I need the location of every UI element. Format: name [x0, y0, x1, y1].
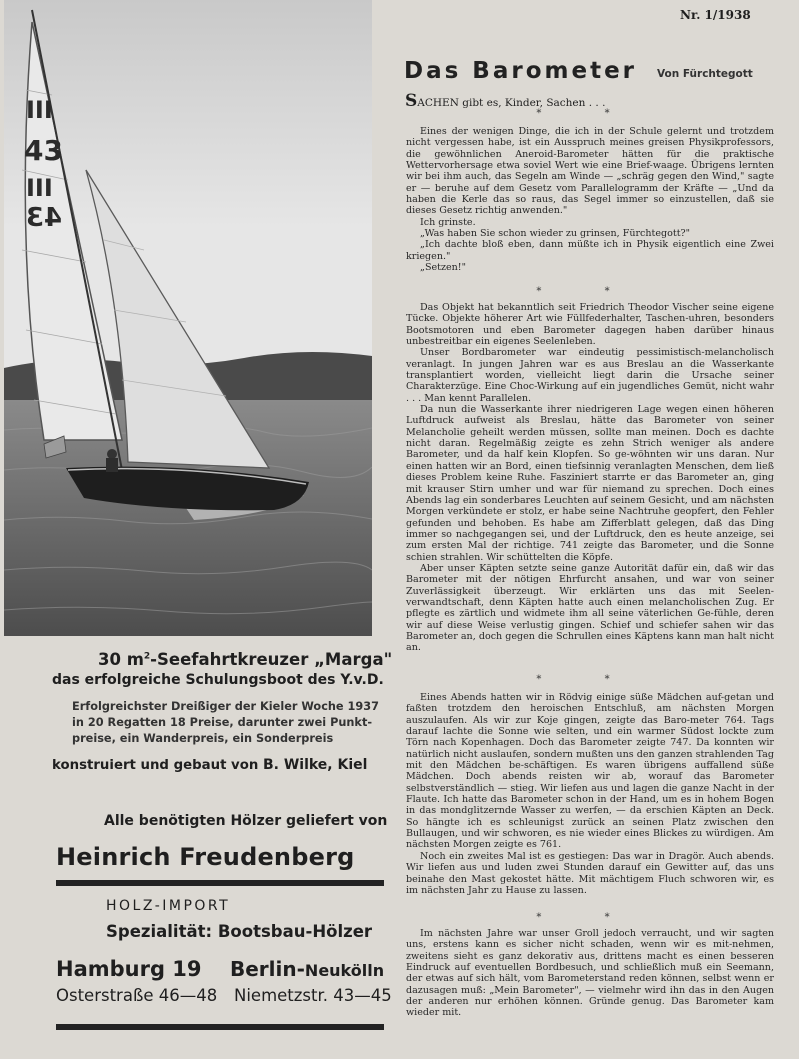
success-line-1: Erfolgreichster Dreißiger der Kieler Woche 1937	[72, 700, 379, 713]
article-title: Das Barometer	[404, 58, 638, 84]
address-hamburg: Osterstraße 46—48	[56, 986, 218, 1005]
boat-subtitle: das erfolgreiche Schulungsboot des Y.v.D.	[52, 672, 384, 688]
boat-name: -Seefahrtkreuzer „Marga"	[150, 650, 393, 669]
city-berlin-district: Neukölln	[304, 961, 385, 980]
rule-bottom	[56, 1024, 384, 1030]
article-section-2	[406, 302, 774, 654]
article-section-1	[406, 126, 774, 273]
rule-top	[56, 880, 384, 886]
article-section-4	[406, 928, 774, 1019]
paragraph: Aber unser Käpten setzte seine ganze Autorität dafür ein, daß wir das Barometer mit der nötigen Ehrfurcht ansahen, und war von seiner Zuverlässigkeit überzeugt. Wir erklärten uns das mit Seelen-verwandtschaft, denn Käpten hatte auch einen melancholischen Zug. Er pflegte es zärtlich und widmete ihm all seine väterlichen Ge-fühle, deren wir auf diese Weise verlustig gingen. Schief und schiefer sahen wir das Barometer an, doch gegen die Schrullen eines Käptens kann man halt nicht an.	[406, 562, 774, 654]
paragraph: „Ich dachte bloß eben, dann müßte ich in Physik eigentlich eine Zwei kriegen."	[406, 239, 774, 262]
builder-line	[52, 757, 367, 773]
sailboat-illustration	[4, 0, 372, 636]
sailboat-photo	[4, 0, 372, 636]
paragraph: Das Objekt hat bekanntlich seit Friedrich Theodor Vischer seine eigene Tücke. Objekte höherer Art wie Füllfederhalter, Taschen-uhren, besonders Bootsmotoren und eben Barometer dagegen haben darüber hinaus unbestreitbar ein eigenes Seelenleben.	[406, 302, 774, 348]
success-line-3: preise, ein Wanderpreis, ein Sonderpreis	[72, 732, 334, 745]
section-divider-1: * *	[536, 108, 640, 119]
holz-import: HOLZ-IMPORT	[106, 898, 231, 914]
company-name: Heinrich Freudenberg	[56, 843, 355, 871]
paragraph: Noch ein zweites Mal ist es gestiegen: Das war in Dragör. Auch abends. Wir liefen aus und luden zwei Stunden darauf ein Gewitter auf, das uns beinahe den Mast gekostet hätte. Mit mächtigem Fluch schworen wir, es im nächsten Jahr zu Hause zu lassen.	[406, 850, 774, 896]
paragraph: Ich grinste.	[420, 216, 476, 228]
section-divider-4: * *	[536, 912, 640, 923]
opening-text: ACHEN gibt es, Kinder, Sachen . . .	[417, 97, 606, 109]
city-hamburg: Hamburg 19	[56, 957, 202, 981]
sail-number-3: III	[26, 174, 53, 202]
paragraph: Unser Bordbarometer war eindeutig pessimistisch-melancholisch veranlagt. In jungen Jahren war es aus Breslau an die Wasserkante transplantiert worden, vielleicht liegt darin die Ursache seiner Charakterzüge. Eine Choc-Wirkung auf ein jugendliches Gemüt, nicht wahr . . . Man kennt Parallelen.	[406, 347, 774, 404]
city-berlin	[230, 957, 384, 981]
boat-size: 30 m	[98, 650, 144, 669]
paragraph: Da nun die Wasserkante ihrer niedrigeren Lage wegen einen höheren Luftdruck aufweist als Breslau, hätte das Barometer von seiner Melancholie geheilt werden müssen, sollte man meinen. Doch es dachte nicht daran. Regelmäßig zeigte es zehn Strich weniger als andere Barometer, und da half kein Klopfen. So ge-wöhnten wir uns daran. Nur einen hatten wir an Bord, einen tiefsinnig veranlagten Menschen, dem ließ dieses Problem keine Ruhe. Fasziniert starrte er das Barometer an, ging mit krauser Stirn umher und war für niemand zu sprechen. Doch eines Abends lag ein sonderbares Leuchten auf seinem Gesicht, und am nächsten Morgen verkündete er stolz, er habe seine Nachtruhe geopfert, den Fehler gefunden und behoben. Es habe am Zifferblatt gelegen, daß das Ding immer so nachgegangen sei, und der Luftdruck, den es heute anzeige, sei zum ersten Mal der richtige. 741 zeigte das Barometer, und die Sonne schien strahlen. Wir schüttelten die Köpfe.	[406, 404, 774, 563]
sail-number-4: 43	[25, 203, 62, 233]
paragraph: „Setzen!"	[420, 262, 467, 274]
paragraph: „Was haben Sie schon wieder zu grinsen, Fürchtegott?"	[420, 228, 691, 240]
builder-prefix: konstruiert und gebaut von	[52, 758, 263, 773]
boat-size-exponent: 2	[143, 651, 151, 662]
opening-capital: S	[405, 91, 418, 111]
sail-number-2: 43	[24, 134, 63, 167]
success-line-2: in 20 Regatten 18 Preise, darunter zwei Punkt-	[72, 716, 373, 729]
paragraph: Im nächsten Jahre war unser Groll jedoch verraucht, und wir sagten uns, erstens kann es sicher nicht schaden, wenn wir es mit-nehmen, zweitens sieht es ganz dekorativ aus, drittens macht es einen besseren Eindruck auf eventuellen Bordbesuch, und schließlich muß ein Seemann, der etwas auf sich hält, vom Barometerstand reden können, selbst wenn er dazusagen muß: „Mein Barometer", — vielmehr wird ihn das in den Augen der anderen nur erhöhen können. Gründe genug. Das Barometer kam wieder mit.	[406, 928, 774, 1019]
issue-number: Nr. 1/1938	[680, 8, 751, 22]
supplier-intro: Alle benötigten Hölzer geliefert von	[104, 813, 388, 829]
address-berlin: Niemetzstr. 43—45	[234, 986, 392, 1005]
article-section-3	[406, 692, 774, 896]
boat-title	[98, 650, 392, 669]
city-berlin-main: Berlin-	[230, 957, 305, 981]
paragraph: Eines Abends hatten wir in Rödvig einige süße Mädchen auf-getan und faßten trotzdem den heroischen Entschluß, am nächsten Morgen auszulaufen. Als wir zur Koje gingen, zeigte das Baro-meter 764. Tags darauf lachte die Sonne wie selten, und ein warmer Südost lockte zum Törn nach Kopenhagen. Doch das Barometer zeigte 747. Da konnten wir natürlich nicht auslaufen, sondern mußten uns den ganzen strahlenden Tag mit den Mädchen be-schäftigen. Es waren übrigens auffallend süße Mädchen. Doch abends reisten wir ab, worauf das Barometer selbstverständlich — stieg. Wir liefen aus und lagen die ganze Nacht in der Flaute. Ich hatte das Barometer schon in der Hand, um es in hohem Bogen in das mondglitzernde Wasser zu werfen, — da erschien Käpten an Deck. So hängte ich es schleunigst zurück an seinen Platz zwischen den Bullaugen, und wir schworen, es nie wieder eines Blickes zu würdigen. Am nächsten Morgen zeigte es 761.	[406, 692, 774, 851]
section-divider-2: * *	[536, 286, 640, 297]
paragraph: Eines der wenigen Dinge, die ich in der Schule gelernt und trotzdem nicht vergessen habe, ist ein Ausspruch meines greisen Physikprofessors, die gewöhnlichen Aneroid-Barometer hätten für die praktische Wettervorhersage etwa soviel Wert wie eine Brief-waage. Übrigens lernten wir bei ihm auch, das Segeln am Winde — „schräg gegen den Wind," sagte er — beruhe auf dem Gesetz vom Parallelogramm der Kräfte — „Und da haben die Kerle das so raus, das Segel immer so einzustellen, daß sie dieses Gesetz richtig anwenden."	[406, 126, 774, 217]
specialty: Spezialität: Bootsbau-Hölzer	[106, 922, 373, 941]
article-byline: Von Fürchtegott	[657, 68, 753, 80]
sail-number-1: III	[26, 96, 53, 124]
section-divider-3: * *	[536, 674, 640, 685]
builder-name: B. Wilke, Kiel	[262, 757, 368, 773]
